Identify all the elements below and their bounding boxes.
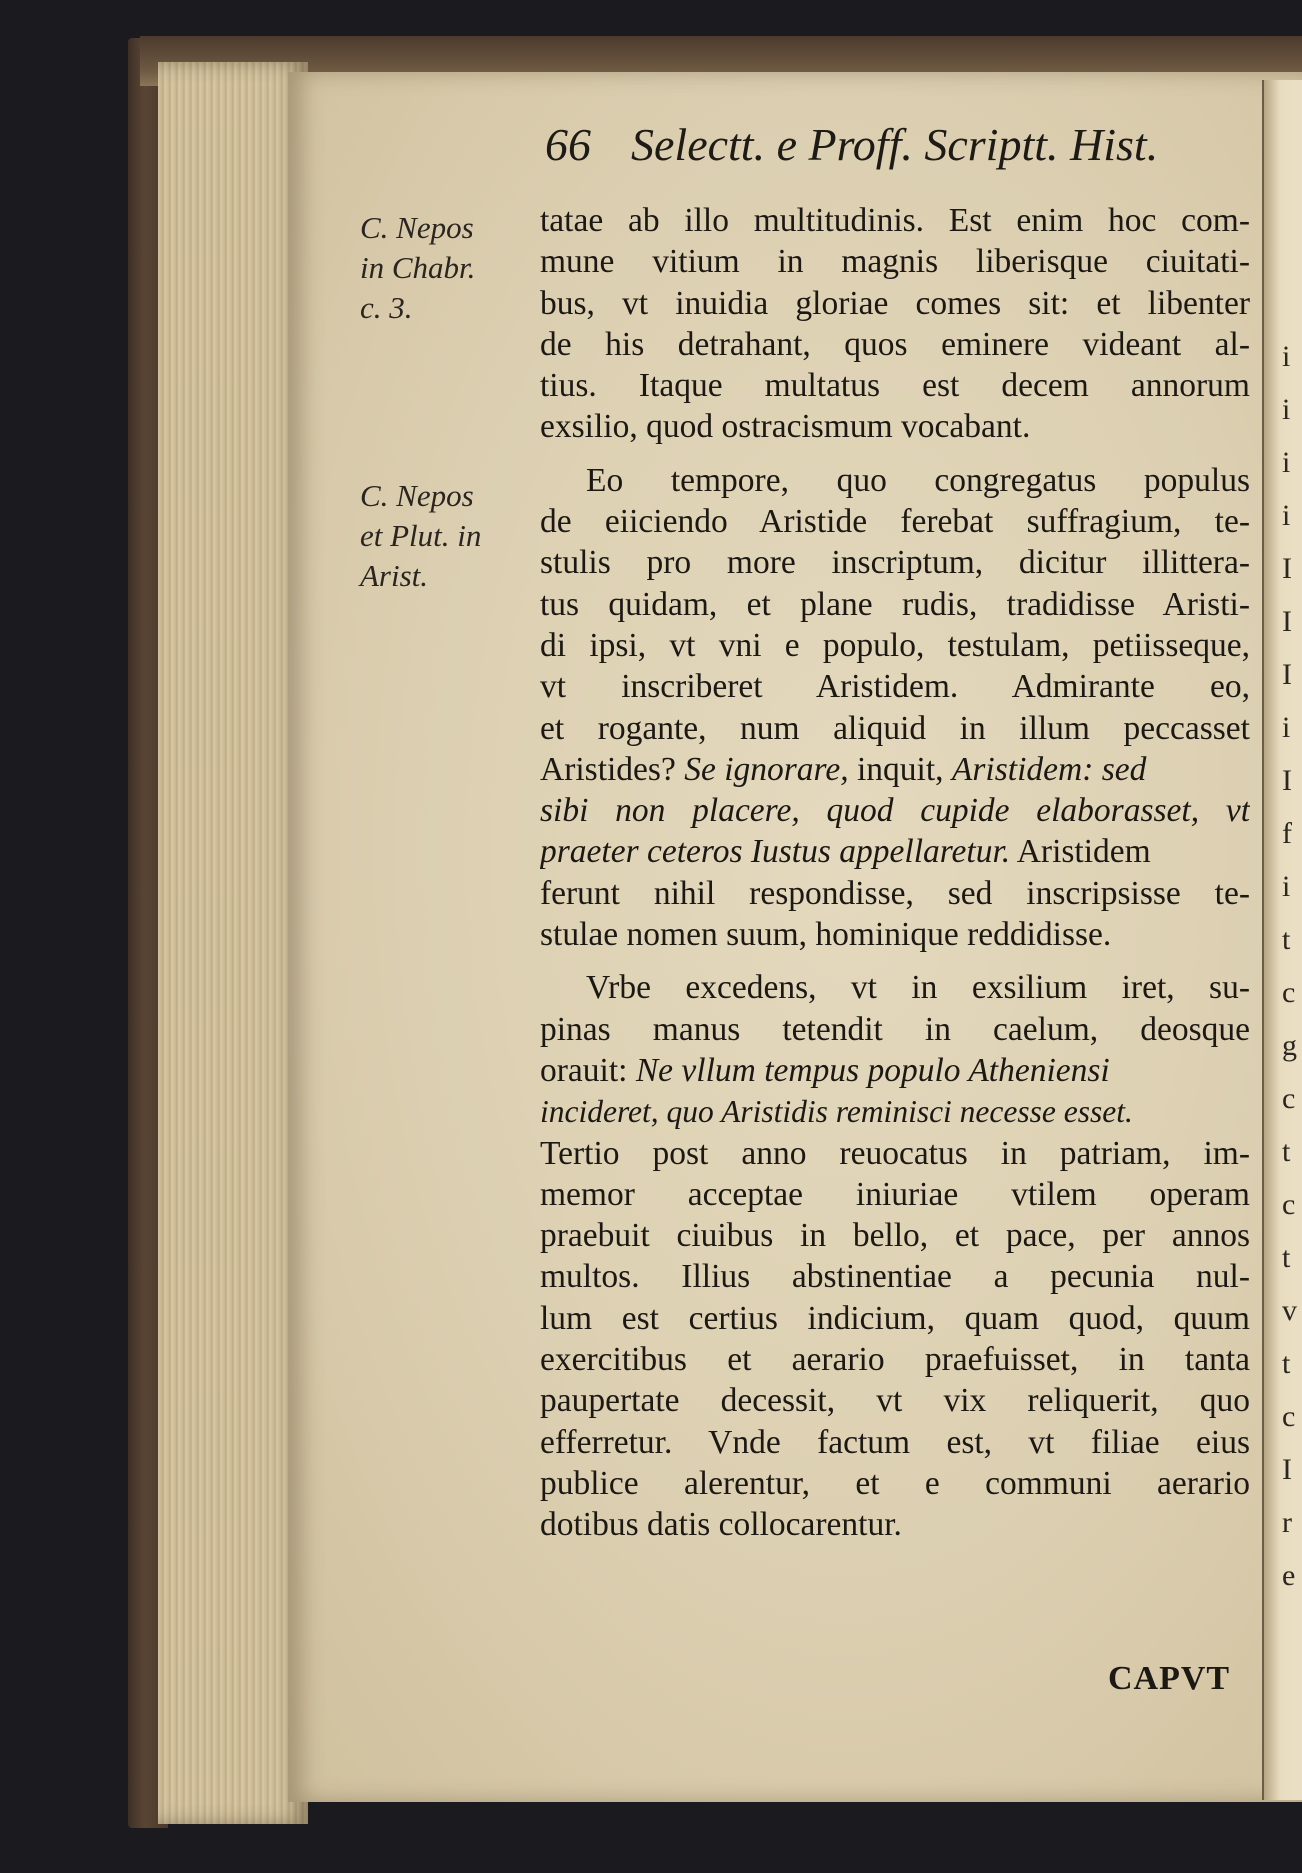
text-line: publice alerentur, et e communi aerario <box>540 1464 1250 1502</box>
text-line: di ipsi, vt vni e populo, testulam, petiisseque, <box>540 626 1250 664</box>
text-line: Vrbe excedens, vt in exsilium iret, su- <box>586 969 1250 1007</box>
text-line: stulis pro more inscriptum, dicitur illittera- <box>540 544 1250 582</box>
margin-note-line: C. Nepos <box>360 478 474 513</box>
paragraph-1 <box>540 200 1250 448</box>
facing-page-letter: f <box>1282 817 1292 850</box>
margin-note-line: C. Nepos <box>360 210 474 245</box>
text-line: de eiiciendo Aristide ferebat suffragium, te- <box>540 503 1250 541</box>
text-run: Aristides? <box>540 750 685 788</box>
margin-note-line: c. 3. <box>360 290 413 325</box>
text-line: tatae ab illo multitudinis. Est enim hoc com- <box>540 202 1250 239</box>
facing-page-letter: i <box>1282 711 1291 744</box>
text-line: et rogante, num aliquid in illum peccasset <box>540 709 1250 747</box>
text-run: orauit: <box>540 1051 636 1089</box>
text-run: inquit, <box>848 750 952 788</box>
text-run: Aristidem <box>1010 833 1151 871</box>
page-number: 66 <box>545 119 591 170</box>
facing-page-letter: e <box>1282 1559 1296 1592</box>
facing-page-letter: t <box>1282 1347 1291 1380</box>
italic-run: praeter ceteros Iustus appellaretur. <box>540 833 1011 871</box>
page-block-edges <box>158 62 308 1824</box>
facing-page-letter: r <box>1282 1506 1292 1539</box>
facing-page-letter: c <box>1282 976 1296 1009</box>
facing-page-letter: I <box>1282 658 1292 691</box>
margin-note-line: in Chabr. <box>360 250 476 285</box>
facing-page-letter: i <box>1282 499 1291 532</box>
text-line: incideret, quo Aristidis reminisci necesse esset. <box>540 1094 1133 1130</box>
text-line: tius. Itaque multatus est decem annorum <box>540 367 1250 405</box>
facing-page-letter: v <box>1282 1294 1297 1327</box>
italic-run: Ne vllum tempus populo Atheniensi <box>635 1051 1110 1089</box>
text-line: efferretur. Vnde factum est, vt filiae eius <box>540 1423 1250 1461</box>
facing-page-letter: I <box>1282 764 1292 797</box>
text-line: dotibus datis collocarentur. <box>540 1506 902 1544</box>
text-line: ferunt nihil respondisse, sed inscripsisse te- <box>540 874 1250 912</box>
facing-page-letter: i <box>1282 870 1291 903</box>
margin-note-line: et Plut. in <box>360 518 482 553</box>
facing-page-letter: I <box>1282 552 1292 585</box>
text-line-mixed <box>540 831 1250 872</box>
text-line: memor acceptae iniuriae vtilem operam <box>540 1175 1250 1213</box>
main-text <box>540 200 1250 1546</box>
catchword: CAPVT <box>1108 1660 1231 1697</box>
text-line: de his detrahant, quos eminere videant al- <box>540 325 1250 363</box>
text-line: sibi non placere, quod cupide elaborasset, vt <box>540 792 1250 830</box>
facing-page-letter: c <box>1282 1082 1296 1115</box>
paragraph-3 <box>540 967 1250 1545</box>
facing-page-letter: t <box>1282 1241 1291 1274</box>
facing-page-letter: g <box>1282 1029 1297 1062</box>
text-line: paupertate decessit, vt vix reliquerit, quo <box>540 1382 1250 1420</box>
text-line: bus, vt inuidia gloriae comes sit: et libenter <box>540 284 1250 322</box>
facing-page-letter: i <box>1282 446 1291 479</box>
text-line: pinas manus tetendit in caelum, deosque <box>540 1010 1250 1048</box>
running-head <box>545 118 1225 178</box>
margin-note-1 <box>360 208 475 328</box>
running-title: Selectt. e Proff. Scriptt. Hist. <box>631 119 1159 170</box>
text-line: Tertio post anno reuocatus in patriam, im- <box>540 1134 1250 1172</box>
text-line-mixed <box>540 1050 1250 1091</box>
text-line: Eo tempore, quo congregatus populus <box>586 461 1250 499</box>
facing-page-letter: c <box>1282 1400 1296 1433</box>
text-line: tus quidam, et plane rudis, tradidisse Aristi- <box>540 585 1250 623</box>
facing-page-letter: i <box>1282 340 1291 373</box>
text-line: exercitibus et aerario praefuisset, in tanta <box>540 1341 1250 1379</box>
margin-note-line: Arist. <box>360 558 429 593</box>
text-line: stulae nomen suum, hominique reddidisse. <box>540 916 1112 954</box>
facing-page-letter: c <box>1282 1188 1296 1221</box>
margin-note-2 <box>360 476 481 596</box>
facing-page-letter: t <box>1282 1135 1291 1168</box>
italic-run: Aristidem: sed <box>951 750 1147 788</box>
text-line: exsilio, quod ostracismum vocabant. <box>540 408 1031 446</box>
facing-page-letter: t <box>1282 923 1291 956</box>
text-line: vt inscriberet Aristidem. Admirante eo, <box>540 668 1250 706</box>
facing-page-letter: i <box>1282 393 1291 426</box>
paragraph-2 <box>540 460 1250 956</box>
text-line: praebuit ciuibus in bello, et pace, per annos <box>540 1217 1250 1255</box>
text-line: lum est certius indicium, quam quod, quum <box>540 1299 1250 1337</box>
text-line-mixed <box>540 749 1250 790</box>
italic-run: Se ignorare, <box>684 750 849 788</box>
facing-page-letter: I <box>1282 1453 1292 1486</box>
facing-page-letter: I <box>1282 605 1292 638</box>
text-line: multos. Illius abstinentiae a pecunia nul- <box>540 1258 1250 1296</box>
text-line: mune vitium in magnis liberisque ciuitati- <box>540 243 1250 281</box>
